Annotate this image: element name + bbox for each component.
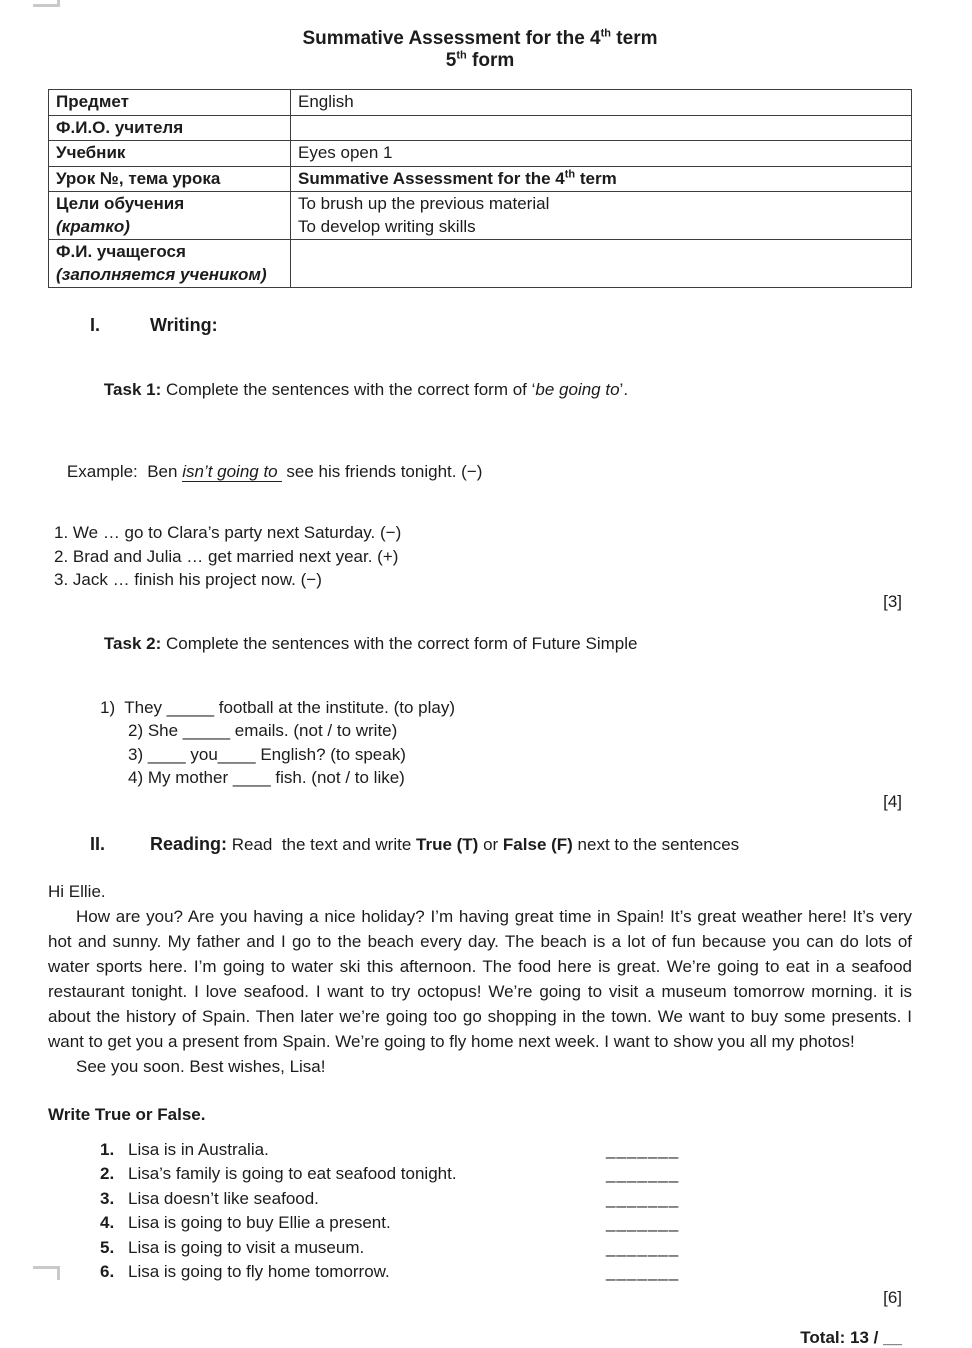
section-numeral: II. (90, 833, 106, 854)
true-false-item: 6. Lisa is going to fly home tomorrow. _______ (100, 1262, 680, 1282)
table-row (49, 192, 912, 240)
task2-item: 1) They _____ football at the institute. (to play) (100, 697, 456, 717)
table-row (49, 141, 912, 167)
section-numeral: I. (90, 315, 101, 335)
task1-item: 3. Jack … finish his project now. (−) (54, 570, 322, 589)
page-corner-mark-bottom (33, 1266, 60, 1280)
letter-closing: See you soon. Best wishes, Lisa! (76, 1056, 326, 1076)
section-writing-heading (48, 315, 912, 336)
section-title: Writing: (150, 315, 218, 335)
reading-score-badge: [6] (883, 1288, 902, 1308)
answer-blank: _______ (606, 1139, 680, 1159)
section-title: Reading: (150, 833, 228, 854)
task1-example: Example: Ben isn’t going to see his friends tonight. (−) (66, 462, 483, 481)
task1-instruction: Task 1: Complete the sentences with the correct form of ‘be going to’. (103, 380, 629, 399)
true-false-heading: Write True or False. (48, 1104, 206, 1124)
row-value (291, 240, 912, 288)
true-false-item: 3. Lisa doesn’t like seafood. _______ (100, 1188, 680, 1208)
table-row (49, 240, 912, 288)
page-title (48, 28, 912, 72)
true-false-item: 1. Lisa is in Australia. _______ (100, 1139, 680, 1159)
row-value (291, 115, 912, 141)
answer-blank: _______ (606, 1213, 680, 1233)
true-false-item: 5. Lisa is going to visit a museum. _______ (100, 1237, 680, 1257)
task1-item: 2. Brad and Julia … get married next year. (+) (54, 546, 399, 566)
row-label: Цели обучения (кратко) (49, 192, 291, 240)
table-row (49, 90, 912, 116)
letter-body: How are you? Are you having a nice holiday? I’m having great time in Spain! It’s great weather here! It’s very hot and sunny. My father and I go to the beach every day. The beach is a lot of fun because you can do lots of water sports here. I’m going to water ski this afternoon. The food here is great. We’re going to eat in a seafood restaurant tonight. I love seafood. I want to try octopus! We’re going to visit a museum tomorrow morning. it is about the history of Spain. Then later we’re going too go shopping in the town. We want to buy some presents. I want to get you a present from Spain. We’re going to fly home next week. I want to show you all my photos! (48, 906, 912, 1051)
task1-score-badge: [3] (883, 591, 902, 611)
task1-item-list (48, 521, 912, 592)
letter-greeting: Hi Ellie. (48, 881, 106, 901)
row-label: Урок №, тема урока (49, 166, 291, 192)
answer-blank: _______ (606, 1237, 680, 1257)
table-row (49, 166, 912, 192)
underlined-answer: isn’t going to (182, 462, 281, 482)
true-false-list (48, 1141, 912, 1282)
lesson-info-table (48, 89, 912, 288)
reading-letter-text (48, 879, 912, 1079)
true-false-item: 4. Lisa is going to buy Ellie a present. _______ (100, 1213, 680, 1233)
row-label: Учебник (49, 141, 291, 167)
row-value: Eyes open 1 (291, 141, 912, 167)
task2-item: 2) She _____ emails. (not / to write) (128, 721, 398, 740)
row-label: Ф.И.О. учителя (49, 115, 291, 141)
task1-item: 1. We … go to Clara’s party next Saturday. (−) (54, 523, 402, 542)
task2-item-list (48, 696, 912, 790)
task2-instruction: Task 2: Complete the sentences with the correct form of Future Simple (103, 633, 638, 653)
answer-blank: _______ (606, 1164, 680, 1184)
task2-item: 3) ____ you____ English? (to speak) (128, 744, 406, 764)
row-label: Ф.И. учащегося (заполняется учеником) (49, 240, 291, 288)
title-line-2: 5th form (445, 49, 515, 71)
total-score: Total: 13 / __ (800, 1328, 902, 1348)
row-value: English (291, 90, 912, 116)
title-line-1: Summative Assessment for the 4th term (302, 27, 658, 49)
page-corner-mark-top (33, 0, 60, 7)
task2-score-badge: [4] (883, 791, 902, 811)
row-value: Summative Assessment for the 4th term (291, 166, 912, 192)
task2-item: 4) My mother ____ fish. (not / to like) (128, 768, 405, 787)
answer-blank: _______ (606, 1262, 680, 1282)
row-value: To brush up the previous material To develop writing skills (291, 192, 912, 240)
section-reading-heading: II. Reading: Read the text and write True (T) or False (F) next to the sentences (90, 833, 740, 854)
row-label: Предмет (49, 90, 291, 116)
true-false-item: 2. Lisa’s family is going to eat seafood tonight. _______ (100, 1164, 680, 1184)
answer-blank: _______ (606, 1188, 680, 1208)
table-row (49, 115, 912, 141)
